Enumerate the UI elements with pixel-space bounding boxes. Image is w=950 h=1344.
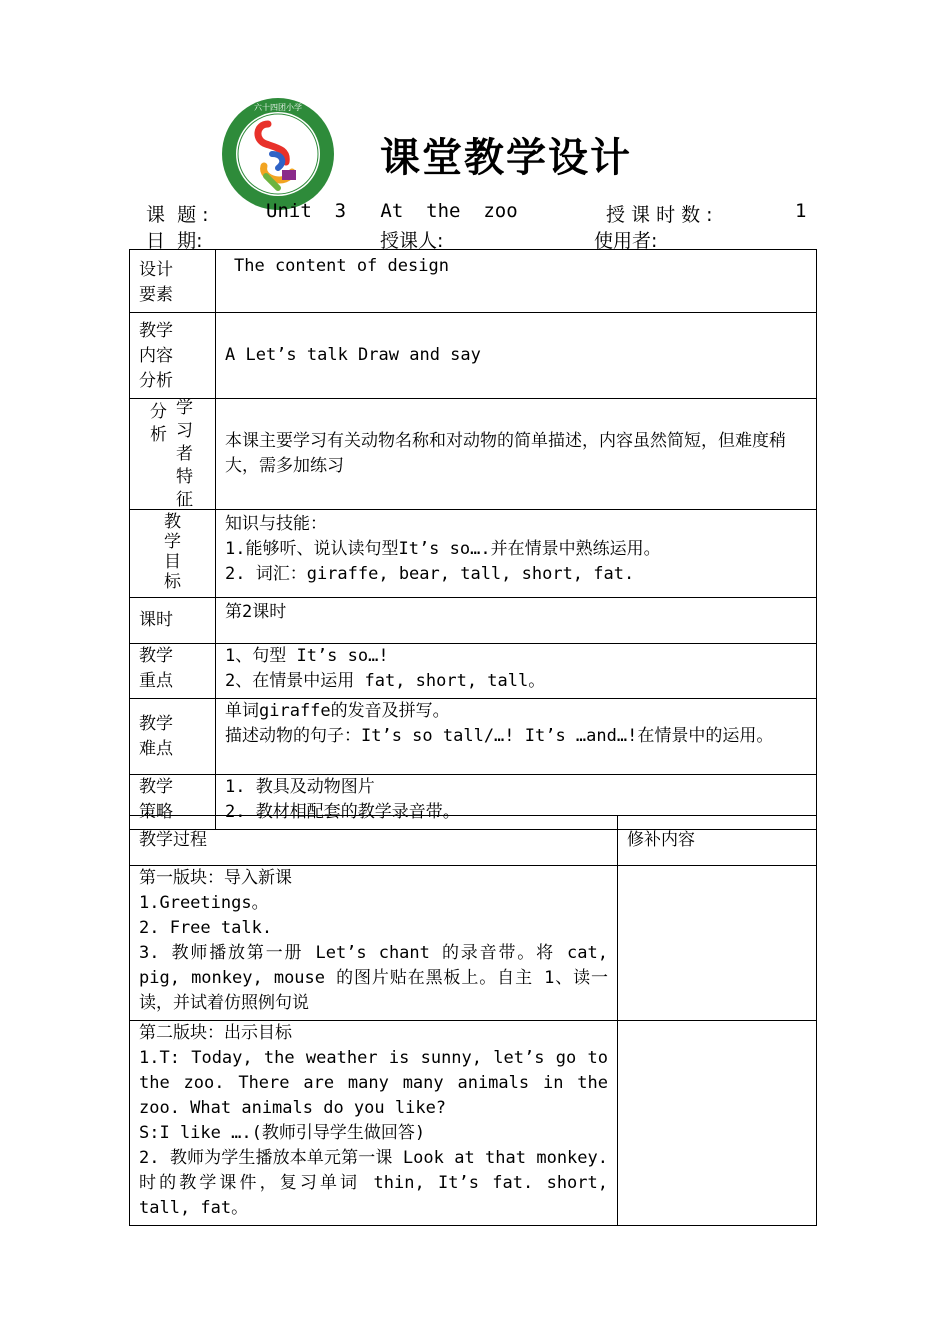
block2-line-3: 2. 教师为学生播放本单元第一课 Look at that monkey. 时的教学课件，复习单词 thin, It’s fat. short, tall, fat。 (139, 1148, 608, 1218)
learner-label-a: 分 析 (150, 402, 167, 445)
design-label: 设计 要素 (130, 250, 216, 313)
hours-value: 1 (795, 200, 807, 222)
goals-line-1: 知识与技能： (225, 514, 327, 534)
block1-content (130, 866, 618, 1021)
table-row (130, 598, 817, 644)
topic-label: 课 题 : (146, 204, 209, 226)
goals-label: 教 学 目 标 (130, 510, 216, 598)
block1-line-2: 2. Free talk. (139, 918, 273, 938)
difficulty-label: 教学 难点 (130, 699, 216, 775)
learner-content: 本课主要学习有关动物名称和对动物的简单描述，内容虽然简短，但难度稍大，需多加练习 (216, 399, 817, 510)
key-line-1: 1、句型 It’s so…! (225, 646, 389, 666)
goals-content (216, 510, 817, 598)
block2-content (130, 1021, 618, 1226)
process-table (129, 815, 817, 1226)
block2-line-2: S:I like ….(教师引导学生做回答) (139, 1123, 426, 1143)
teacher-label: 授课人: (380, 230, 444, 252)
block1-line-1: 1.Greetings。 (139, 893, 269, 913)
design-table (129, 249, 817, 830)
date-label: 日 期: (146, 230, 203, 252)
process-header-right: 修补内容 (618, 816, 817, 866)
table-row (130, 399, 817, 510)
block1-line-3: 3. 教师播放第一册 Let’s chant 的录音带。将 cat, pig, monkey, mouse 的图片贴在黑板上。自主 1、读一读，并试着仿照例句说 (139, 943, 608, 1013)
table-row (130, 866, 817, 1021)
analysis-content: A Let’s talk Draw and say (216, 313, 817, 399)
block2-notes (618, 1021, 817, 1226)
school-logo (216, 96, 340, 212)
design-content: The content of design (216, 250, 817, 313)
strategy-line-2: 2. 教材相配套的教学录音带。 (225, 802, 460, 822)
goals-line-3: 2. 词汇：giraffe, bear, tall, short, fat. (225, 564, 635, 584)
block1-title: 第一版块：导入新课 (139, 868, 292, 888)
block2-line-1: 1.T: Today, the weather is sunny, let’s go to the zoo. There are many many animals in the zoo. What animals do you like? (139, 1048, 608, 1118)
table-row (130, 699, 817, 775)
topic-value: Unit 3 At the zoo (266, 200, 518, 222)
strategy-label: 教学 策略 (130, 775, 216, 830)
learner-label (130, 399, 216, 510)
block2-title: 第二版块：出示目标 (139, 1023, 292, 1043)
learner-label-b: 学 习 者 特 征 (176, 398, 193, 510)
difficulty-content (216, 699, 817, 775)
table-row (130, 816, 817, 866)
table-row (130, 313, 817, 399)
strategy-line-1: 1. 教具及动物图片 (225, 777, 375, 797)
table-row (130, 644, 817, 699)
key-content (216, 644, 817, 699)
difficulty-line-2: 描述动物的句子：It’s so tall/…! It’s …and…!在情景中的运用。 (225, 726, 774, 746)
analysis-label: 教学 内容 分析 (130, 313, 216, 399)
key-line-2: 2、在情景中运用 fat, short, tall。 (225, 671, 546, 691)
table-row (130, 250, 817, 313)
hours-row-label: 课时 (130, 598, 216, 644)
page-title: 课堂教学设计 (380, 135, 632, 181)
table-row (130, 510, 817, 598)
process-header-left: 教学过程 (130, 816, 618, 866)
hours-label: 授 课 时 数 : (606, 204, 713, 226)
block1-notes (618, 866, 817, 1021)
logo-text: 六十四团小学 (254, 103, 302, 112)
key-label: 教学 重点 (130, 644, 216, 699)
difficulty-line-1: 单词giraffe的发音及拼写。 (225, 701, 450, 721)
goals-line-2: 1.能够听、说认读句型It’s so….并在情景中熟练运用。 (225, 539, 661, 559)
user-label: 使用者: (594, 230, 658, 252)
hours-row-content: 第2课时 (216, 598, 817, 644)
table-row (130, 1021, 817, 1226)
